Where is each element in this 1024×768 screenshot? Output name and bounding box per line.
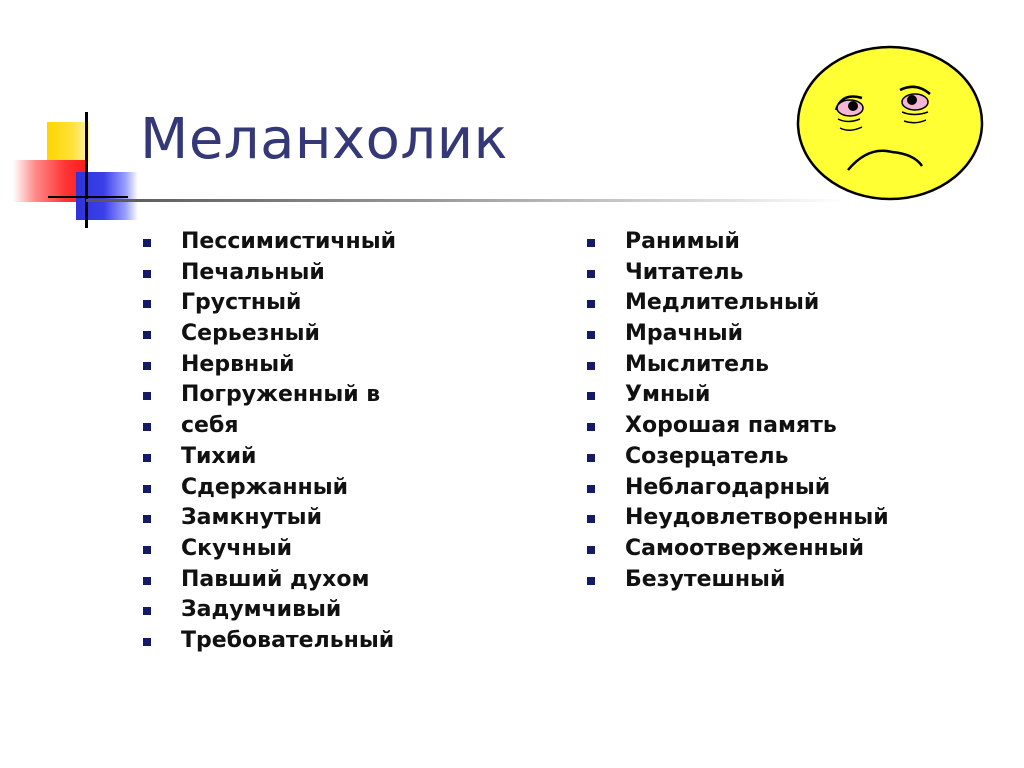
list-item-text: Требовательный bbox=[181, 627, 395, 653]
list-item-text: Скучный bbox=[181, 535, 293, 561]
list-item bbox=[141, 596, 396, 627]
square-bullet-icon bbox=[587, 485, 595, 493]
decor-yellow-square bbox=[47, 122, 89, 162]
list-item bbox=[585, 566, 889, 597]
list-item-text: Павший духом bbox=[181, 566, 370, 592]
square-bullet-icon bbox=[143, 300, 151, 308]
list-item bbox=[585, 289, 889, 320]
left-trait-list bbox=[141, 228, 396, 658]
list-item bbox=[585, 474, 889, 505]
list-item-text: себя bbox=[181, 413, 239, 439]
square-bullet-icon bbox=[143, 546, 151, 554]
list-item-text: Хорошая память bbox=[625, 413, 837, 439]
list-item-text: Замкнутый bbox=[181, 505, 322, 531]
list-item-text: Самоотверженный bbox=[625, 535, 865, 561]
list-item bbox=[141, 474, 396, 505]
square-bullet-icon bbox=[587, 270, 595, 278]
square-bullet-icon bbox=[587, 331, 595, 339]
list-item-text: Безутешный bbox=[625, 566, 786, 592]
square-bullet-icon bbox=[143, 607, 151, 615]
list-item-text: Созерцатель bbox=[625, 443, 789, 469]
list-item bbox=[141, 443, 396, 474]
square-bullet-icon bbox=[143, 423, 151, 431]
square-bullet-icon bbox=[143, 362, 151, 370]
title-divider bbox=[86, 199, 846, 202]
square-bullet-icon bbox=[143, 485, 151, 493]
sad-face-icon bbox=[790, 42, 990, 204]
list-item bbox=[141, 320, 396, 351]
list-item-text: Неудовлетворенный bbox=[625, 505, 889, 531]
list-item-text: Грустный bbox=[181, 290, 302, 316]
square-bullet-icon bbox=[587, 239, 595, 247]
list-item-text: Погруженный в bbox=[181, 382, 381, 408]
square-bullet-icon bbox=[587, 577, 595, 585]
square-bullet-icon bbox=[143, 515, 151, 523]
list-item-text: Нервный bbox=[181, 351, 295, 377]
list-item bbox=[585, 351, 889, 382]
list-item bbox=[141, 627, 396, 658]
list-item bbox=[585, 320, 889, 351]
list-item bbox=[585, 412, 889, 443]
square-bullet-icon bbox=[143, 454, 151, 462]
list-item bbox=[141, 351, 396, 382]
square-bullet-icon bbox=[143, 392, 151, 400]
slide-title: Меланхолик bbox=[140, 107, 508, 172]
square-bullet-icon bbox=[143, 239, 151, 247]
list-item bbox=[585, 504, 889, 535]
list-item bbox=[585, 259, 889, 290]
right-trait-list bbox=[585, 228, 889, 596]
list-item bbox=[585, 381, 889, 412]
list-item bbox=[141, 289, 396, 320]
list-item bbox=[141, 412, 396, 443]
list-item-text: Медлительный bbox=[625, 290, 820, 316]
square-bullet-icon bbox=[587, 454, 595, 462]
decor-vertical-line bbox=[85, 112, 88, 228]
list-item-text: Мыслитель bbox=[625, 351, 770, 377]
list-item-text: Серьезный bbox=[181, 321, 320, 347]
square-bullet-icon bbox=[143, 638, 151, 646]
list-item-text: Ранимый bbox=[625, 229, 740, 254]
square-bullet-icon bbox=[587, 300, 595, 308]
square-bullet-icon bbox=[587, 515, 595, 523]
square-bullet-icon bbox=[587, 546, 595, 554]
square-bullet-icon bbox=[587, 392, 595, 400]
list-item bbox=[585, 443, 889, 474]
list-item bbox=[141, 566, 396, 597]
list-item-text: Тихий bbox=[181, 443, 257, 469]
list-item bbox=[141, 228, 396, 259]
list-item bbox=[141, 259, 396, 290]
square-bullet-icon bbox=[143, 270, 151, 278]
list-item bbox=[141, 535, 396, 566]
list-item bbox=[585, 228, 889, 259]
list-item-text: Мрачный bbox=[625, 321, 744, 347]
list-item-text: Неблагодарный bbox=[625, 474, 831, 500]
square-bullet-icon bbox=[587, 362, 595, 370]
decor-horizontal-line bbox=[48, 196, 128, 198]
square-bullet-icon bbox=[587, 423, 595, 431]
list-item-text: Задумчивый bbox=[181, 597, 342, 623]
list-item-text: Сдержанный bbox=[181, 474, 349, 500]
list-item-text: Читатель bbox=[625, 259, 744, 285]
square-bullet-icon bbox=[143, 331, 151, 339]
list-item-text: Умный bbox=[625, 382, 711, 408]
list-item bbox=[585, 535, 889, 566]
list-item-text: Печальный bbox=[181, 259, 325, 285]
list-item bbox=[141, 381, 396, 412]
square-bullet-icon bbox=[143, 577, 151, 585]
list-item bbox=[141, 504, 396, 535]
list-item-text: Пессимистичный bbox=[181, 229, 397, 254]
